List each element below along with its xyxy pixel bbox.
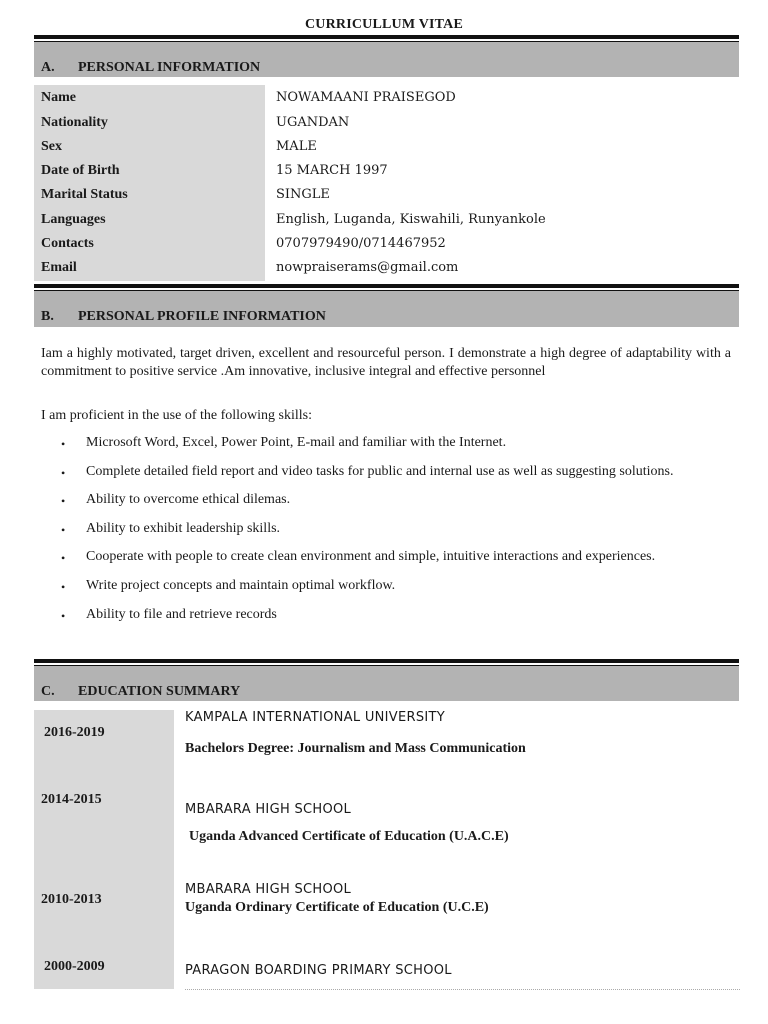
info-label-contacts: Contacts (41, 236, 94, 251)
skill-item: Ability to overcome ethical dilemas. (86, 492, 291, 507)
skill-item: Ability to exhibit leadership skills. (86, 521, 281, 536)
section-b-top-rule (34, 284, 739, 288)
section-a-title: PERSONAL INFORMATION (78, 60, 261, 75)
education-institution: PARAGON BOARDING PRIMARY SCHOOL (185, 963, 452, 978)
education-institution: MBARARA HIGH SCHOOL (185, 802, 352, 817)
info-value-nationality: UGANDAN (276, 115, 350, 130)
education-institution: KAMPALA INTERNATIONAL UNIVERSITY (185, 710, 446, 725)
education-institution: MBARARA HIGH SCHOOL (185, 882, 352, 897)
table-bottom-border (185, 989, 740, 990)
skill-item: Cooperate with people to create clean environment and simple, intuitive interactions and experiences. (86, 549, 656, 564)
info-value-languages: English, Luganda, Kiswahili, Runyankole (276, 212, 546, 227)
info-label-name: Name (41, 90, 76, 105)
info-label-dob: Date of Birth (41, 163, 120, 178)
skill-item: Write project concepts and maintain optimal workflow. (86, 578, 396, 593)
bullet-icon: • (61, 609, 66, 623)
section-a-letter: A. (41, 60, 55, 75)
education-qualification: Uganda Ordinary Certificate of Education (U.C.E) (185, 900, 489, 915)
skills-intro: I am proficient in the use of the following skills: (41, 408, 313, 423)
info-value-name: NOWAMAANI PRAISEGOD (276, 90, 456, 105)
bullet-icon: • (61, 466, 66, 480)
section-b-title: PERSONAL PROFILE INFORMATION (78, 309, 326, 324)
section-a-top-rule (34, 35, 739, 39)
skill-item: Complete detailed field report and video tasks for public and internal use as well as suggesting solutions. (86, 464, 674, 479)
section-b-header (34, 291, 739, 327)
section-a-header (34, 42, 739, 77)
info-value-contacts: 0707979490/0714467952 (276, 236, 446, 251)
info-label-sex: Sex (41, 139, 62, 154)
education-years: 2000-2009 (44, 959, 105, 974)
education-years: 2016-2019 (44, 725, 105, 740)
education-years: 2010-2013 (41, 892, 102, 907)
education-qualification: Uganda Advanced Certificate of Education (U.A.C.E) (189, 829, 509, 844)
bullet-icon: • (61, 437, 66, 451)
education-years: 2014-2015 (41, 792, 102, 807)
skill-item: Microsoft Word, Excel, Power Point, E-mail and familiar with the Internet. (86, 435, 507, 450)
profile-paragraph: Iam a highly motivated, target driven, excellent and resourceful person. I demonstrate a high degree of adaptability with a commitment to positive service .Am innovative, inclusive integral and effective personnel (41, 346, 731, 379)
info-label-nationality: Nationality (41, 115, 108, 130)
section-c-header (34, 666, 739, 701)
bullet-icon: • (61, 523, 66, 537)
skill-item: Ability to file and retrieve records (86, 607, 277, 622)
section-b-letter: B. (41, 309, 54, 324)
education-years-column (34, 710, 174, 989)
info-value-dob: 15 MARCH 1997 (276, 163, 388, 178)
section-c-top-rule (34, 659, 739, 663)
bullet-icon: • (61, 551, 66, 565)
bullet-icon: • (61, 580, 66, 594)
info-label-email: Email (41, 260, 77, 275)
bullet-icon: • (61, 494, 66, 508)
info-value-email: nowpraiserams@gmail.com (276, 260, 459, 275)
education-qualification: Bachelors Degree: Journalism and Mass Communication (185, 741, 526, 756)
section-c-letter: C. (41, 684, 55, 699)
document-title: CURRICULLUM VITAE (304, 17, 464, 32)
info-value-marital: SINGLE (276, 187, 330, 202)
section-c-title: EDUCATION SUMMARY (78, 684, 241, 699)
info-label-marital: Marital Status (41, 187, 128, 202)
info-value-sex: MALE (276, 139, 317, 154)
info-label-languages: Languages (41, 212, 106, 227)
